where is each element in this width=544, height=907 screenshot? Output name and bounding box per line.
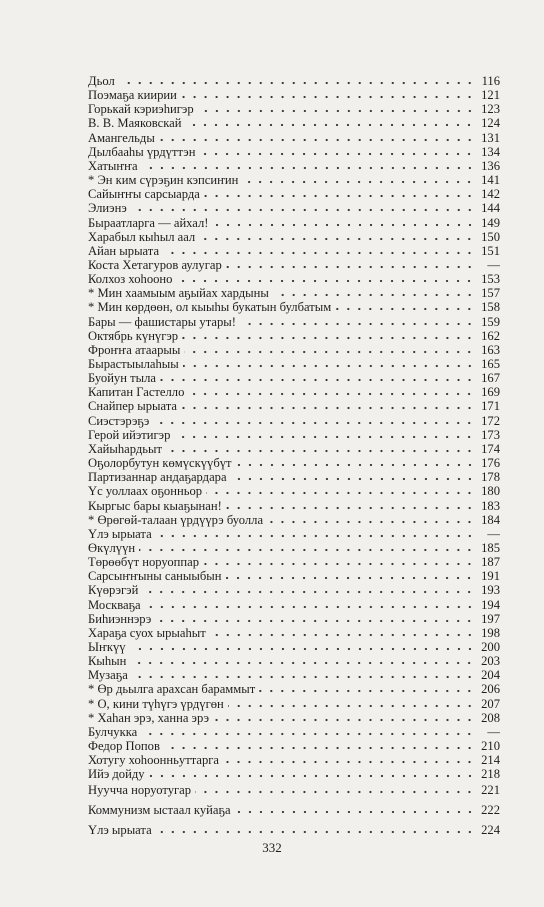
toc-entry	[88, 371, 500, 386]
toc-entry	[88, 823, 500, 838]
toc-entry-title: Төрөөбүт норуоппар	[88, 555, 200, 570]
toc-entry-page: —	[487, 724, 500, 739]
toc-entry	[88, 399, 500, 414]
toc-entry-title: Хатыҥҥа	[88, 158, 138, 173]
dot-leader	[142, 589, 475, 595]
dot-leader	[156, 829, 475, 835]
toc-entry-title: * Мин көрдөөн, ол кыыһы букатын булбатым	[88, 300, 332, 315]
toc-entry-page: 221	[481, 783, 500, 797]
toc-entry-page: 158	[481, 300, 500, 315]
toc-entry	[88, 230, 500, 245]
toc-entry	[88, 513, 500, 528]
dot-leader	[259, 688, 475, 694]
toc-entry	[88, 272, 500, 287]
dot-leader	[174, 434, 475, 440]
toc-entry-page: 191	[481, 569, 500, 584]
toc-entry-page: 171	[481, 399, 500, 414]
toc-entry	[88, 286, 500, 301]
toc-entry-page: 116	[481, 74, 500, 88]
toc-entry	[88, 116, 500, 131]
toc-entry-title: Буойун тыла	[88, 371, 156, 386]
dot-leader	[206, 490, 475, 496]
dot-leader	[240, 321, 475, 327]
toc-entry-title: Капитан Гастелло	[88, 385, 185, 400]
toc-entry	[88, 711, 500, 726]
toc-entry	[88, 583, 500, 598]
dot-leader	[199, 151, 475, 157]
toc-entry	[88, 173, 500, 188]
dot-leader	[267, 519, 475, 525]
toc-entry-page: 150	[481, 229, 500, 244]
toc-entry-page: 208	[481, 710, 500, 725]
toc-entry	[88, 803, 500, 818]
toc-entry-title: Өкүлүүн	[88, 540, 136, 555]
toc-entry-page: 207	[481, 696, 500, 711]
toc-entry	[88, 244, 500, 259]
toc-entry-page: 218	[481, 767, 500, 782]
dot-leader	[166, 448, 475, 454]
toc-entry-page: 141	[481, 173, 500, 188]
dot-leader	[226, 505, 475, 511]
toc-entry-title: Быраатларга — айхал!	[88, 215, 209, 230]
dot-leader	[149, 773, 475, 779]
dot-leader	[164, 745, 475, 751]
toc-entry	[88, 484, 500, 499]
toc-entry-title: Музаҕа	[88, 668, 128, 683]
toc-entry	[88, 555, 500, 570]
toc-entry-page: 214	[481, 753, 500, 768]
toc-entry	[88, 697, 500, 712]
dot-leader	[159, 137, 475, 143]
toc-entry	[88, 131, 500, 146]
toc-entry-title: Партизаннар андаҕардара	[88, 470, 227, 485]
toc-entry-title: Айан ырыата	[88, 243, 160, 258]
toc-entry-title: * Мин хаамыым аҕыйах хардыны	[88, 286, 269, 301]
toc-entry-title: Федор Попов	[88, 739, 160, 754]
toc-entry-title: Хотугу хоһоонньуттарга	[88, 753, 220, 768]
toc-entry-title: Кыһын	[88, 654, 127, 669]
toc-entry	[88, 541, 500, 556]
toc-entry	[88, 654, 500, 669]
toc-entry	[88, 612, 500, 627]
toc-entry-page: 183	[481, 498, 500, 513]
toc-entry-title: Дьол	[88, 74, 115, 88]
toc-entry	[88, 527, 500, 542]
dot-leader	[132, 674, 475, 680]
toc-entry-page: 121	[481, 88, 500, 103]
toc-entry	[88, 598, 500, 613]
toc-entry-title: Оҕолорбутун көмүскүүбүт	[88, 456, 232, 471]
toc-entry-title: Коста Хетагуров аулугар	[88, 257, 222, 272]
dot-leader	[203, 561, 475, 567]
toc-entry	[88, 767, 500, 782]
toc-entry	[88, 216, 500, 231]
toc-entry	[88, 343, 500, 358]
toc-entry-page: 142	[481, 187, 500, 202]
page-number: 332	[262, 840, 282, 855]
toc-entry-page: 149	[481, 215, 500, 230]
dot-leader	[225, 575, 475, 581]
toc-entry	[88, 102, 500, 117]
toc-entry-page: 210	[481, 739, 500, 754]
dot-leader	[199, 236, 475, 242]
toc-entry	[88, 739, 500, 754]
toc-entry-title: Октябрь күнүгэр	[88, 328, 179, 343]
toc-entry-title: Бары — фашистары утары!	[88, 314, 236, 329]
toc-entry-title: Кыргыс бары кыаҕынан!	[88, 498, 222, 513]
toc-entry-title: Харабыл кыһыл аал	[88, 229, 196, 244]
toc-entry-page: 204	[481, 668, 500, 683]
toc-entry-title: В. В. Маяковскай	[88, 116, 182, 131]
toc-entry	[88, 385, 500, 400]
toc-entry-page: 176	[481, 456, 500, 471]
dot-leader	[213, 222, 476, 228]
toc-entry	[88, 499, 500, 514]
toc-entry	[88, 88, 500, 103]
toc-entry-page: 206	[481, 682, 500, 697]
dot-leader	[163, 250, 475, 256]
dot-leader	[188, 391, 475, 397]
toc-entry-page: 144	[481, 201, 500, 216]
toc-entry-page: 134	[481, 144, 500, 159]
dot-leader	[223, 759, 475, 765]
toc-entry-title: * О, кини түһүгэ үрдүгөн	[88, 696, 224, 711]
dot-leader	[160, 377, 475, 383]
toc-entry-page: 151	[481, 243, 500, 258]
dot-leader	[156, 533, 475, 539]
dot-leader	[153, 420, 475, 426]
dot-leader	[236, 462, 475, 468]
toc-entry-title: Булчукка	[88, 724, 138, 739]
toc-entry-title: * Өрөгөй-талаан үрдүүрэ буолла	[88, 512, 264, 527]
toc-entry-page: 193	[481, 583, 500, 598]
dot-leader	[228, 703, 475, 709]
toc-entry-page: 169	[481, 385, 500, 400]
toc-entry-title: Колхоз хоһооно	[88, 272, 173, 287]
toc-entry-title: Сиэстэрэҕэ	[88, 413, 150, 428]
toc-entry-page: 185	[481, 540, 500, 555]
dot-leader	[335, 306, 475, 312]
toc-entry	[88, 569, 500, 584]
toc-entry	[88, 159, 500, 174]
toc-entry	[88, 442, 500, 457]
dot-leader	[130, 646, 475, 652]
toc-entry-page: 173	[481, 427, 500, 442]
dot-leader	[273, 292, 475, 298]
toc-entry-page: 178	[481, 470, 500, 485]
toc-entry-title: Коммунизм ыстаал куйаҕа	[88, 803, 231, 817]
toc-entry-title: Снайпер ырыата	[88, 399, 177, 414]
toc-entry	[88, 428, 500, 443]
dot-leader	[142, 165, 475, 171]
toc-entry	[88, 640, 500, 655]
toc-entry	[88, 74, 500, 89]
dot-leader	[231, 476, 475, 482]
dot-leader	[183, 363, 475, 369]
toc-entry-page: 123	[481, 102, 500, 117]
toc-entry	[88, 626, 500, 641]
toc-entry-page: 222	[481, 803, 500, 817]
dot-leader	[195, 789, 475, 795]
toc-entry-title: Горькай кэриэһигэр	[88, 102, 194, 117]
toc-entry-title: Биһиэннэрэ	[88, 611, 152, 626]
toc-entry-title: Москваҕа	[88, 597, 141, 612]
toc-entry-title: * Эн ким сүрэҕин кэпсиҥин	[88, 173, 239, 188]
toc-entry-page: 167	[481, 371, 500, 386]
toc-entry-page: 187	[481, 555, 500, 570]
toc-entry-page: 174	[481, 441, 500, 456]
toc-entry	[88, 329, 500, 344]
toc-entry-title: Элиэнэ	[88, 201, 127, 216]
toc-entry-title: Хараҕа суох ырыаһыт	[88, 625, 206, 640]
toc-entry	[88, 258, 500, 273]
toc-entry-page: 184	[481, 512, 500, 527]
dot-leader	[155, 618, 475, 624]
dot-leader	[145, 604, 475, 610]
toc-entry-title: Поэмаҕа киирии	[88, 88, 177, 103]
toc-entry-page: 136	[481, 158, 500, 173]
toc-entry-page: —	[487, 526, 500, 541]
dot-leader	[185, 122, 475, 128]
dot-leader	[181, 405, 475, 411]
toc-entry-page: 131	[481, 130, 500, 145]
toc-entry	[88, 357, 500, 372]
toc-entry	[88, 315, 500, 330]
dot-leader	[119, 80, 475, 86]
toc-entry-page: 198	[481, 625, 500, 640]
toc-entry-page: 124	[481, 116, 500, 131]
dot-leader	[130, 660, 475, 666]
toc-entry-title: Сарсыҥҥыны саныыбын	[88, 569, 222, 584]
toc-entry-page: 194	[481, 597, 500, 612]
toc-entry	[88, 725, 500, 740]
toc-entry-page: 180	[481, 484, 500, 499]
toc-entry-page: 159	[481, 314, 500, 329]
toc-entry	[88, 753, 500, 768]
dot-leader	[235, 809, 475, 815]
toc-entry-page: —	[487, 257, 500, 272]
dot-leader	[176, 278, 475, 284]
toc-entry-title: Үлэ ырыата	[88, 526, 152, 541]
toc-entry-title: * Өр дьылга арахсан бараммыт	[88, 682, 256, 697]
dot-leader	[242, 179, 475, 185]
toc-entry-page: 197	[481, 611, 500, 626]
dot-leader	[204, 193, 475, 199]
toc-entry-title: Ийэ дойду	[88, 767, 145, 782]
dot-leader	[226, 264, 475, 270]
toc-entry-page: 203	[481, 654, 500, 669]
toc-entry-title: Ыҥкүү	[88, 640, 126, 654]
toc-entry	[88, 456, 500, 471]
toc-entry-page: 165	[481, 357, 500, 371]
dot-leader	[198, 108, 475, 114]
toc-entry-title: Сайыҥҥы сарсыарда	[88, 187, 200, 202]
toc-entry-title: Герой ийэтигэр	[88, 427, 171, 442]
dot-leader	[184, 349, 475, 355]
toc-entry-title: Фроҥҥа атаарыы	[88, 342, 181, 357]
toc-entry-title: Нуучча норуотугар	[88, 783, 192, 797]
toc-entry-page: 157	[481, 286, 500, 301]
toc-entry-title: Дылбааһы үрдүттэн	[88, 144, 196, 159]
toc-entry	[88, 414, 500, 429]
toc-entry-page: 200	[481, 640, 500, 654]
dot-leader	[131, 207, 475, 213]
toc-entry-page: 162	[481, 328, 500, 343]
toc-entry	[88, 783, 500, 798]
toc-entry-title: Амангельды	[88, 130, 155, 145]
dot-leader	[181, 94, 475, 100]
toc-entry-page: 153	[481, 272, 500, 287]
toc-entry-page: 172	[481, 413, 500, 428]
toc-entry	[88, 300, 500, 315]
toc-entry-title: Бырастыылаһыы	[88, 357, 179, 371]
toc-entry	[88, 201, 500, 216]
toc-entry	[88, 187, 500, 202]
toc-entry	[88, 682, 500, 697]
toc-entry-page: 163	[481, 342, 500, 357]
dot-leader	[213, 717, 475, 723]
toc-entry	[88, 668, 500, 683]
toc-entry	[88, 145, 500, 160]
toc-entry-title: * Хаһан эрэ, ханна эрэ	[88, 710, 209, 725]
dot-leader	[141, 731, 475, 737]
toc-entry-title: Үлэ ырыата	[88, 823, 152, 837]
toc-entry-page: 224	[481, 823, 500, 837]
toc-entry-title: Хайыһардьыт	[88, 441, 163, 456]
dot-leader	[182, 335, 475, 341]
dot-leader	[139, 547, 475, 553]
toc-entry-title: Үс уоллаах оҕонньор	[88, 484, 203, 499]
toc-entry	[88, 470, 500, 485]
dot-leader	[210, 632, 475, 638]
toc-entry-title: Күөрэгэй	[88, 583, 139, 598]
